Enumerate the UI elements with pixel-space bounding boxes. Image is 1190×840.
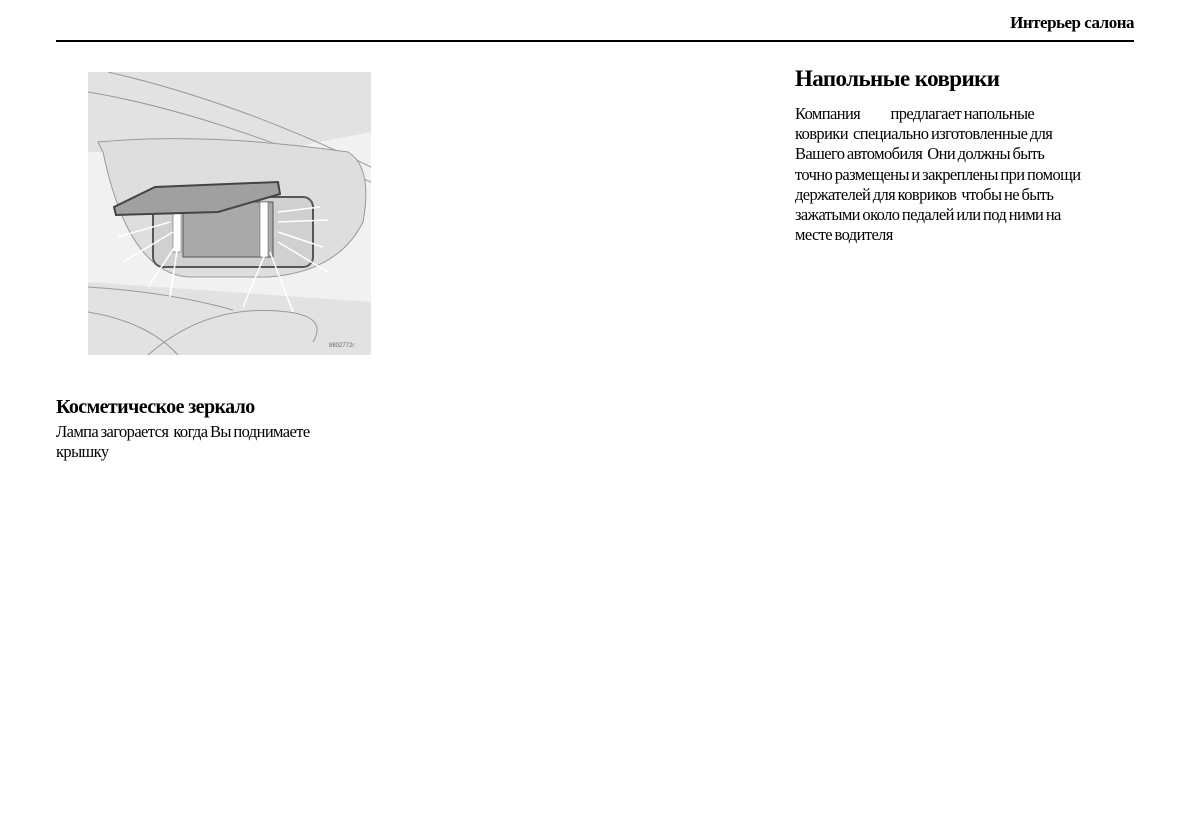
text-line: коврики специально изготовленные для <box>795 124 1053 144</box>
figure-code: 8802772r <box>329 343 355 349</box>
section-header: Интерьер салона <box>1010 13 1134 32</box>
floor-mats-heading: Напольные коврики <box>795 66 1000 91</box>
text-line: Вашего автомобиля Они должны быть <box>795 144 1045 164</box>
text-line: зажатыми около педалей или под ними на <box>795 205 1061 225</box>
text-line: месте водителя <box>795 225 893 245</box>
floor-mats-text <box>795 104 1080 245</box>
vanity-mirror-heading: Косметическое зеркало <box>56 396 255 418</box>
header-divider <box>56 40 1134 42</box>
vanity-mirror-illustration <box>88 72 371 355</box>
text-line: точно размещены и закреплены при помощи <box>795 164 1081 184</box>
text-line: Лампа загорается когда Вы поднимаете <box>56 422 310 441</box>
vanity-mirror-text <box>56 422 310 462</box>
text-line: крышку <box>56 442 109 462</box>
text-line: Компания предлагает напольные <box>795 104 1035 123</box>
text-line: держателей для ковриков чтобы не быть <box>795 184 1054 204</box>
